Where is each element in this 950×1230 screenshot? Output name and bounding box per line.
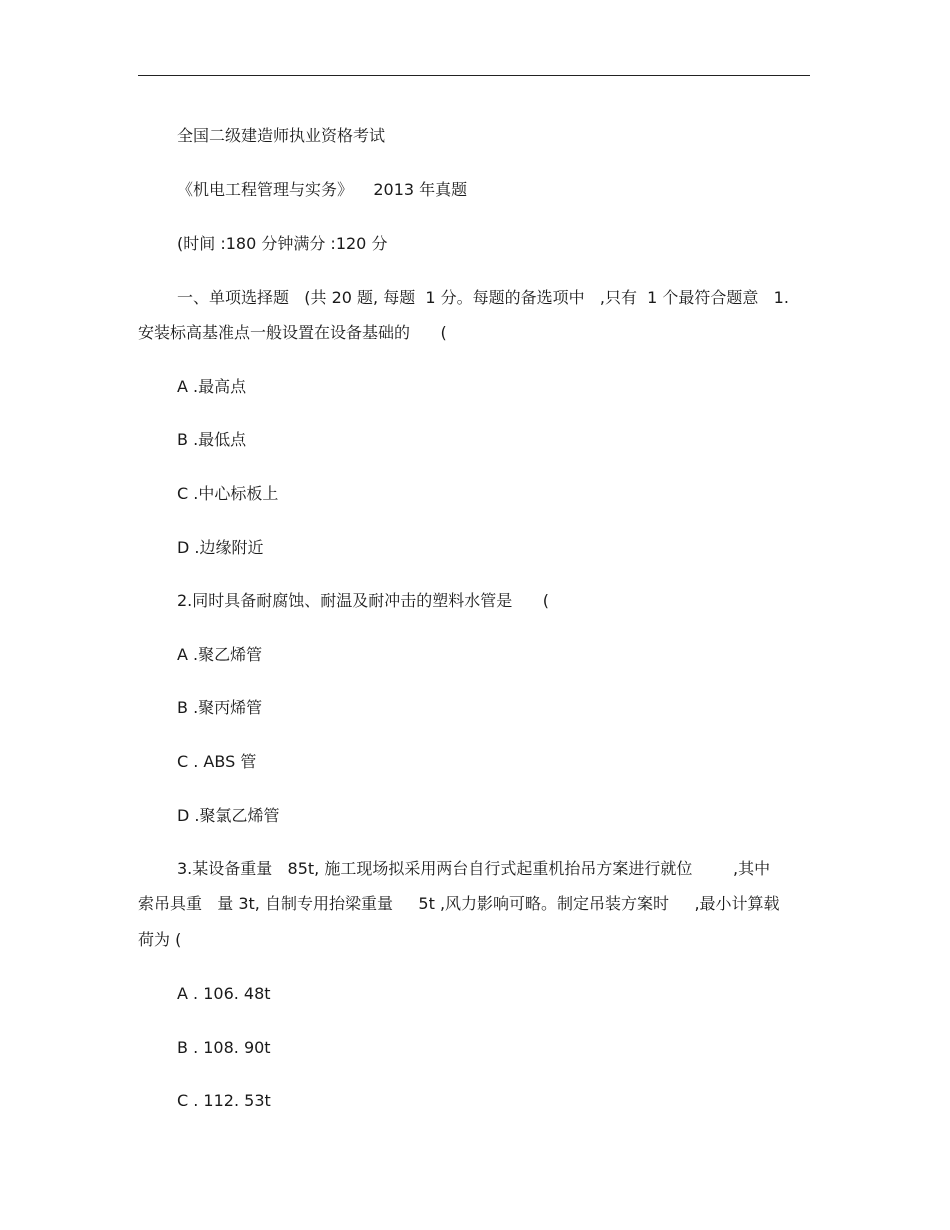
question-3-stem-line-2: 索吊具重 量 3t, 自制专用抬梁重量 5t ,风力影响可略。制定吊装方案时 ,最小计算载 [138, 894, 780, 913]
question-3-option-a: A . 106. 48t [177, 984, 271, 1003]
exam-title: 全国二级建造师执业资格考试 [177, 126, 386, 145]
question-2-option-c: C . ABS 管 [177, 752, 257, 771]
question-3-stem-line-1: 3.某设备重量 85t, 施工现场拟采用两台自行式起重机抬吊方案进行就位 ,其中 [177, 859, 771, 878]
section-intro: 一、单项选择题 (共 20 题, 每题 1 分。每题的备选项中 ,只有 1 个最符合题意 1. [177, 288, 789, 307]
question-3-option-b: B . 108. 90t [177, 1038, 271, 1057]
subject-title: 《机电工程管理与实务》 2013 年真题 [177, 180, 468, 199]
question-2-stem: 2.同时具备耐腐蚀、耐温及耐冲击的塑料水管是 ( [177, 591, 550, 610]
header-rule [138, 75, 810, 76]
question-1-option-a: A .最高点 [177, 377, 247, 396]
question-2-option-a: A .聚乙烯管 [177, 645, 263, 664]
question-3-stem-line-3: 荷为 ( [138, 930, 182, 949]
exam-info: (时间 :180 分钟满分 :120 分 [177, 234, 388, 253]
question-1-option-b: B .最低点 [177, 430, 247, 449]
question-2-option-d: D .聚氯乙烯管 [177, 806, 280, 825]
question-3-option-c: C . 112. 53t [177, 1091, 271, 1110]
question-1-stem: 安装标高基准点一般设置在设备基础的 ( [138, 323, 447, 342]
question-1-option-d: D .边缘附近 [177, 538, 264, 557]
question-1-option-c: C .中心标板上 [177, 484, 279, 503]
question-2-option-b: B .聚丙烯管 [177, 698, 263, 717]
